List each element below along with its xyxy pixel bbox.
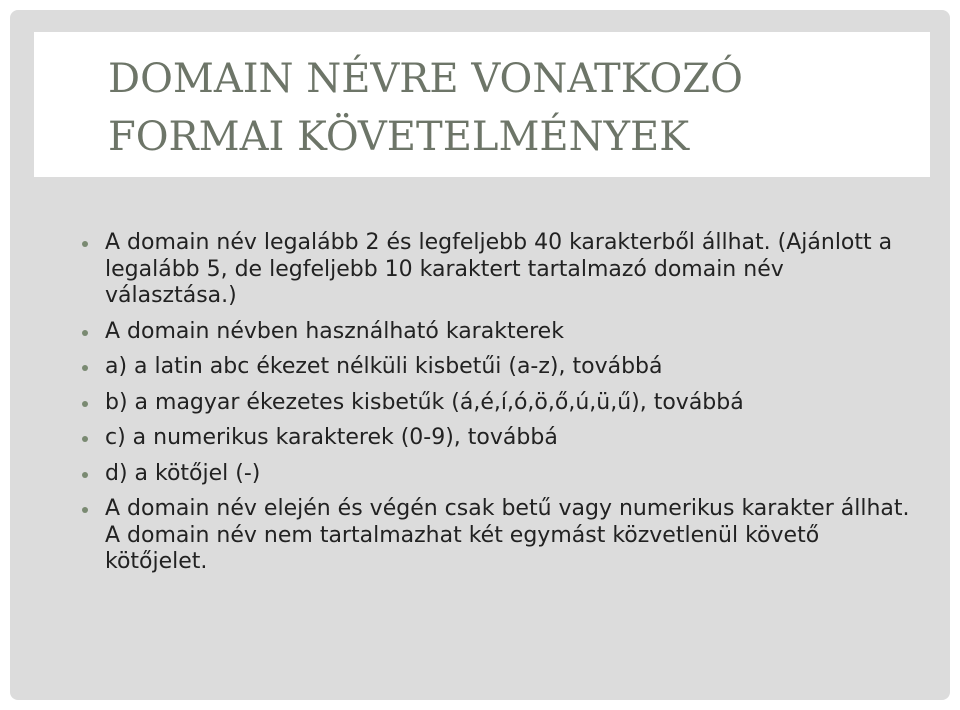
bullet-text: d) a kötőjel (-) [105,460,261,486]
bullet-dot-icon [82,401,88,407]
bullet-text: c) a numerikus karakterek (0-9), továbbá [105,425,558,450]
bullet-dot-icon [82,241,88,247]
title-line-1: DOMAIN NÉVRE VONATKOZÓ [108,56,743,102]
title-line-2: FORMAI KÖVETELMÉNYEK [108,114,690,160]
slide [10,10,950,700]
bullet-dot-icon [82,330,88,336]
bullet-item [82,461,912,488]
bullet-item [82,425,912,452]
bullet-dot-icon [82,507,88,513]
slide-title [108,50,743,166]
bullet-item [82,230,912,310]
bullet-list [82,230,912,585]
bullet-item [82,390,912,417]
bullet-text: A domain név legalább 2 és legfeljebb 40 karakterből állhat. (Ajánlott a legalább 5, de legfeljebb 10 karaktert tartalmazó domain név választása.) [105,230,893,308]
bullet-text: b) a magyar ékezetes kisbetűk (á,é,í,ó,ö,ő,ú,ü,ű), továbbá [105,389,744,415]
bullet-text: A domain név elején és végén csak betű vagy numerikus karakter állhat. A domain név nem tartalmazhat két egymást közvetlenül követő kötőjelet. [105,496,910,574]
bullet-dot-icon [82,472,88,478]
bullet-item [82,319,912,346]
bullet-item [82,496,912,576]
bullet-item [82,354,912,381]
bullet-dot-icon [82,436,88,442]
bullet-text: a) a latin abc ékezet nélküli kisbetűi (a-z), továbbá [105,354,663,379]
bullet-dot-icon [82,365,88,371]
bullet-text: A domain névben használható karakterek [105,318,564,344]
